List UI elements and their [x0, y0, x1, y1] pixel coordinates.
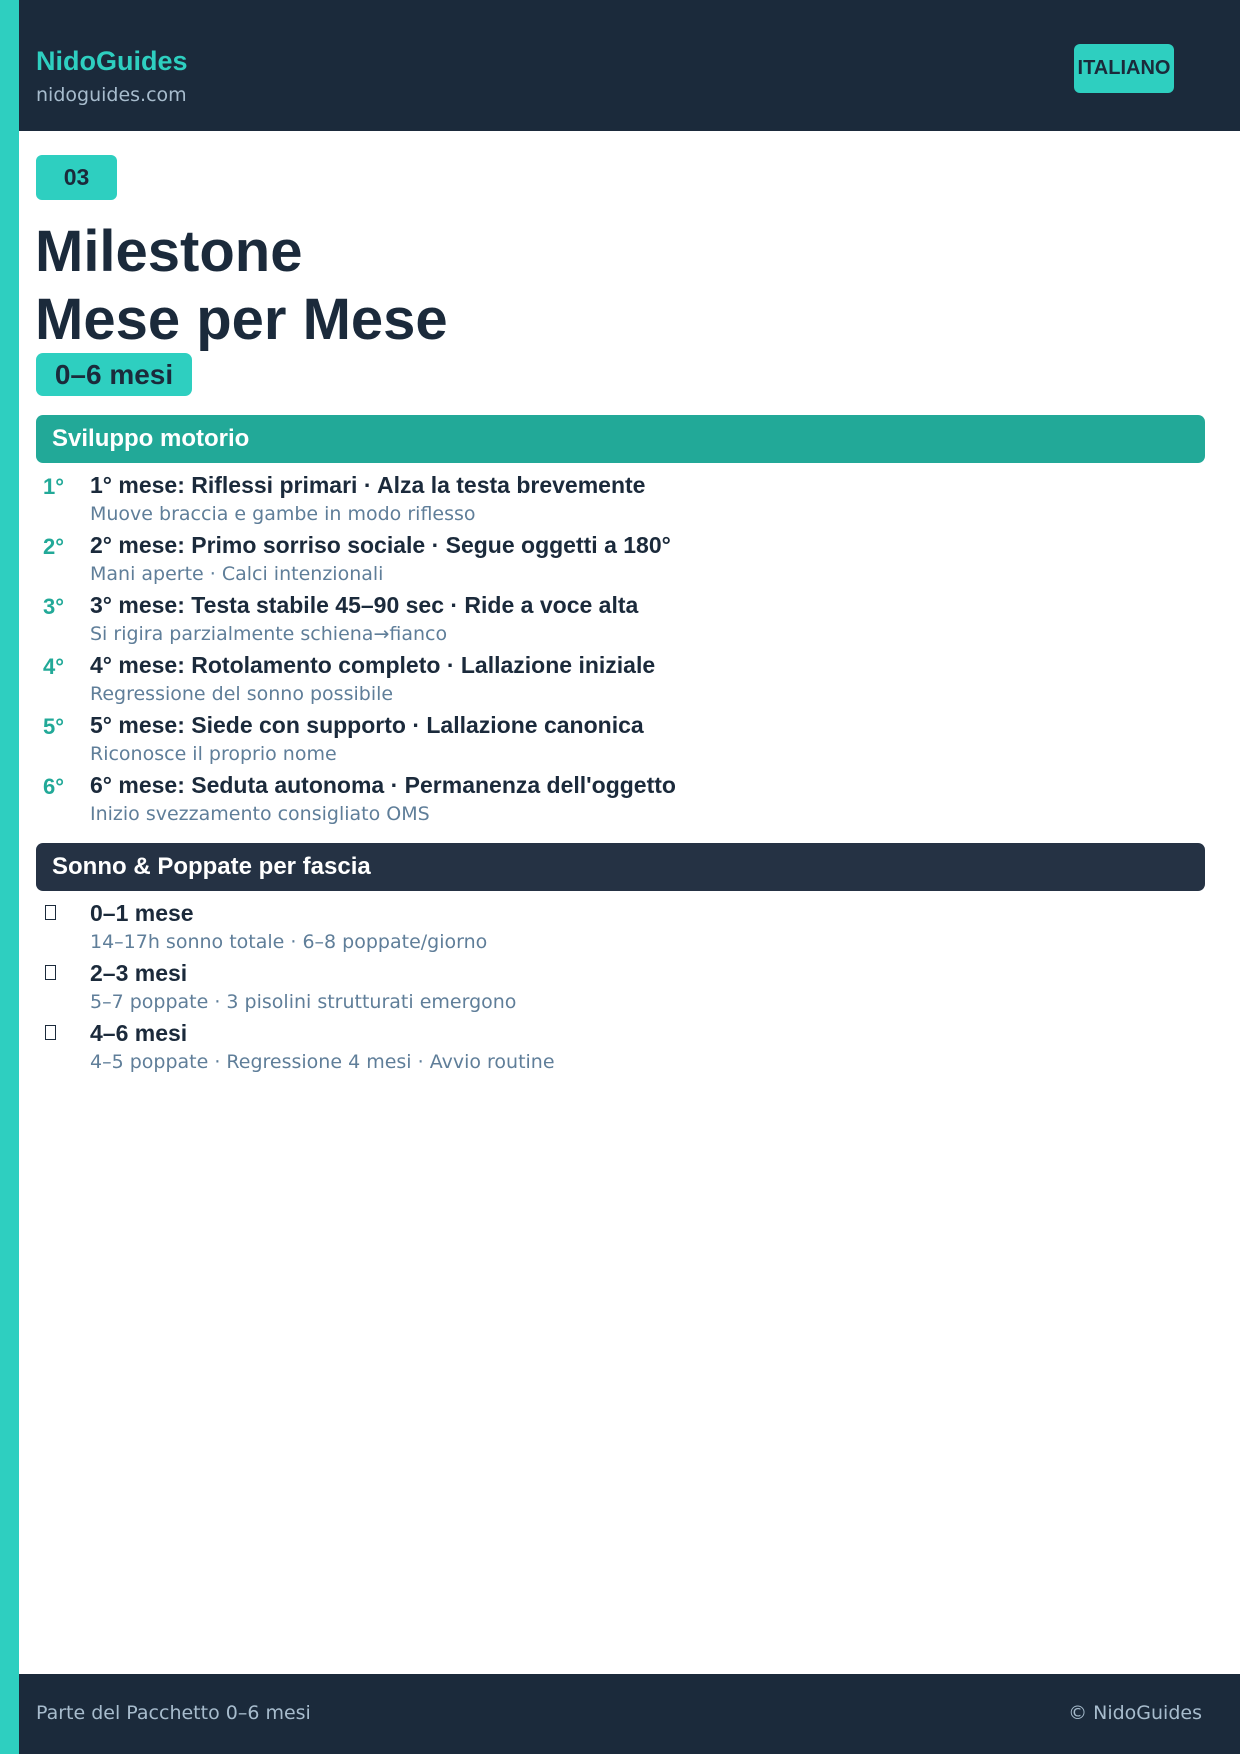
milestone-subtitle: Mani aperte · Calci intenzionali — [90, 563, 384, 585]
footer-bundle-note: Parte del Pacchetto 0–6 mesi — [36, 1702, 311, 1724]
page-footer — [19, 1674, 1240, 1754]
page-title-line1: Milestone — [35, 219, 303, 284]
footer-copyright: © NidoGuides — [1068, 1702, 1202, 1724]
page-header — [19, 0, 1240, 131]
milestone-subtitle: Si rigira parzialmente schiena→fianco — [90, 623, 448, 645]
age-range-details: 4–5 poppate · Regressione 4 mesi · Avvio routine — [90, 1051, 555, 1073]
milestone-title: 3° mese: Testa stabile 45–90 sec · Ride a voce alta — [90, 592, 639, 618]
age-range-title: 4–6 mesi — [90, 1020, 188, 1046]
empty-box-icon — [45, 965, 56, 980]
page-title-line2: Mese per Mese — [35, 287, 448, 352]
empty-box-icon — [45, 1025, 56, 1040]
list-item — [0, 958, 1240, 1018]
list-item — [0, 470, 1240, 530]
milestone-subtitle: Inizio svezzamento consigliato OMS — [90, 803, 430, 825]
month-marker: 5° — [43, 714, 65, 739]
milestone-title: 2° mese: Primo sorriso sociale · Segue oggetti a 180° — [90, 532, 671, 558]
brand-url[interactable]: nidoguides.com — [36, 84, 187, 106]
sleep-section-heading: Sonno & Poppate per fascia — [36, 843, 1205, 891]
brand-name: NidoGuides — [36, 46, 188, 76]
milestone-subtitle: Muove braccia e gambe in modo riflesso — [90, 503, 476, 525]
age-range-title: 0–1 mese — [90, 900, 194, 926]
month-marker: 2° — [43, 534, 65, 559]
motor-milestone-list — [0, 470, 1240, 830]
list-item — [0, 710, 1240, 770]
list-item — [0, 1018, 1240, 1078]
sleep-feeding-list — [0, 898, 1240, 1078]
milestone-subtitle: Regressione del sonno possibile — [90, 683, 394, 705]
age-range-title: 2–3 mesi — [90, 960, 188, 986]
section-number-badge: 03 — [36, 155, 117, 200]
empty-box-icon — [45, 905, 56, 920]
list-item — [0, 770, 1240, 830]
milestone-subtitle: Riconosce il proprio nome — [90, 743, 337, 765]
month-marker: 1° — [43, 474, 65, 499]
list-item — [0, 590, 1240, 650]
milestone-title: 6° mese: Seduta autonoma · Permanenza dell'oggetto — [90, 772, 676, 798]
month-marker: 4° — [43, 654, 65, 679]
age-range-details: 5–7 poppate · 3 pisolini strutturati emergono — [90, 991, 517, 1013]
month-marker: 3° — [43, 594, 65, 619]
page-title — [35, 218, 448, 354]
milestone-title: 5° mese: Siede con supporto · Lallazione canonica — [90, 712, 644, 738]
milestone-title: 1° mese: Riflessi primari · Alza la testa brevemente — [90, 472, 646, 498]
milestone-title: 4° mese: Rotolamento completo · Lallazione iniziale — [90, 652, 656, 678]
month-marker: 6° — [43, 774, 65, 799]
list-item — [0, 530, 1240, 590]
language-button[interactable]: ITALIANO — [1074, 44, 1174, 93]
age-range-details: 14–17h sonno totale · 6–8 poppate/giorno — [90, 931, 488, 953]
accent-stripe — [0, 0, 19, 1754]
motor-section-heading: Sviluppo motorio — [36, 415, 1205, 463]
list-item — [0, 650, 1240, 710]
list-item — [0, 898, 1240, 958]
age-range-badge: 0–6 mesi — [36, 353, 192, 396]
